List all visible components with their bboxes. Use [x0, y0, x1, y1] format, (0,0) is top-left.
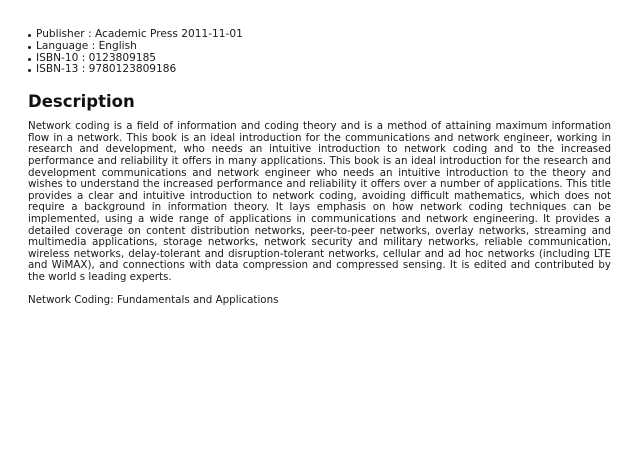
bullet-icon — [28, 58, 31, 61]
description-heading: Description — [28, 92, 135, 112]
bullet-icon — [28, 34, 31, 37]
book-info-list — [28, 29, 618, 76]
isbn13-item — [28, 64, 618, 76]
bullet-icon — [28, 69, 31, 72]
book-title-text: Network Coding: Fundamentals and Applications — [28, 293, 279, 306]
isbn13-text: ISBN-13 : 9780123809186 — [36, 63, 177, 76]
bullet-icon — [28, 46, 31, 49]
isbn10-text: ISBN-10 : 0123809185 — [36, 51, 157, 64]
description-body: Network coding is a field of information and coding theory and is a method of attaining maximum information flow in a network. This book is an ideal introduction for the communications and network engineer, working in research and development, who needs an intuitive introduction to network coding and to the increased performance and reliability it offers in many applications. This book is an ideal introduction for the research and development communications and network engineer who needs an intuitive introduction to the theory and wishes to understand the increased performance and reliability it offers over a number of applications. This title provides a clear and intuitive introduction to network coding, avoiding difficult mathematics, which does not require a background in information theory. It lays emphasis on how network coding techniques can be implemented, using a wide range of applications in communications and network engineering. It provides a detailed coverage on content distribution networks, peer-to-peer networks, overlay networks, streaming and multimedia applications, storage networks, network security and military networks, reliable communication, wireless networks, delay-tolerant and disruption-tolerant networks, cellular and ad hoc networks (including LTE and WiMAX), and connections with data compression and compressed sensing. It is edited and contributed by the world s leading experts. — [28, 120, 611, 283]
language-text: Language : English — [36, 39, 137, 52]
publisher-text: Publisher : Academic Press 2011-11-01 — [36, 28, 243, 40]
